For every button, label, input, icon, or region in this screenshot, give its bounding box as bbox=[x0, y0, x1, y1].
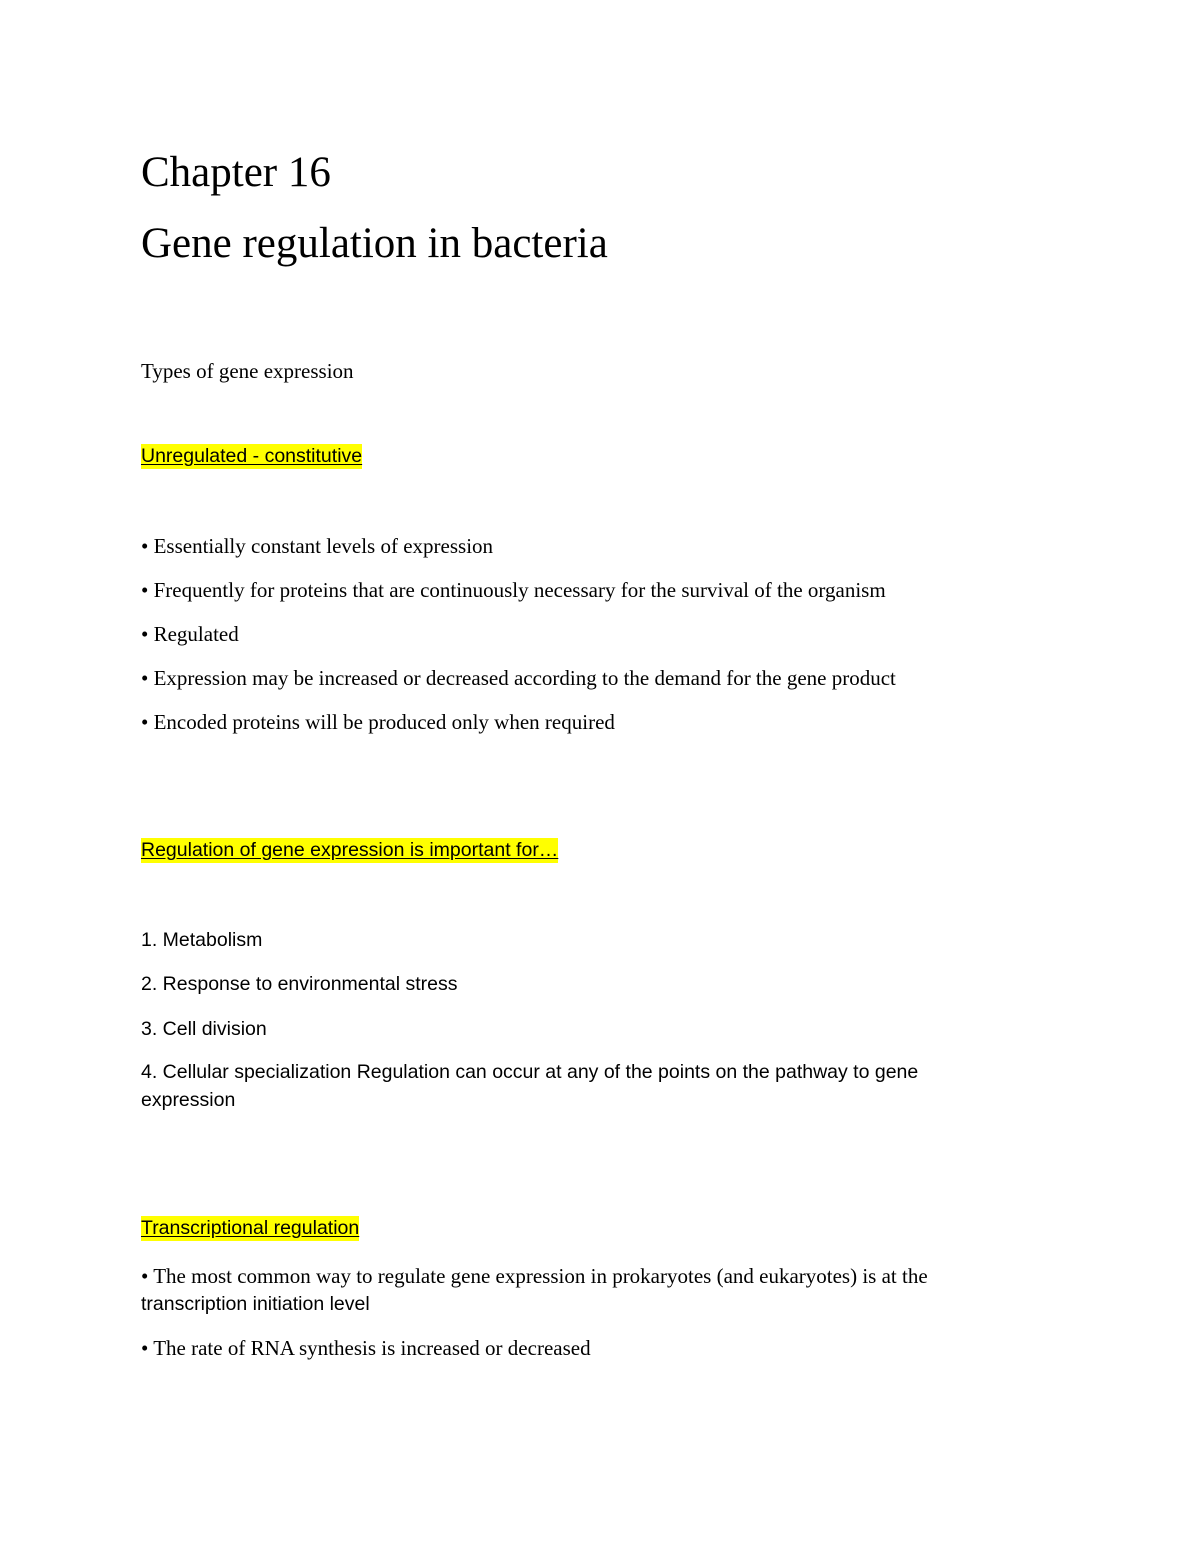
bullet-item: • Encoded proteins will be produced only when required bbox=[141, 710, 615, 734]
section-heading-transcriptional bbox=[141, 1217, 359, 1240]
section-heading-unregulated bbox=[141, 445, 362, 468]
bullet-item-continuation: transcription initiation level bbox=[141, 1293, 370, 1315]
bullet-item: • The most common way to regulate gene expression in prokaryotes (and eukaryotes) is at the bbox=[141, 1264, 928, 1288]
highlighted-heading: Transcriptional regulation bbox=[141, 1217, 360, 1239]
section-heading-importance bbox=[141, 839, 558, 862]
numbered-item-continuation: expression bbox=[141, 1089, 236, 1111]
types-heading: Types of gene expression bbox=[141, 359, 354, 383]
highlighted-heading: Unregulated - constitutive bbox=[141, 445, 363, 467]
numbered-item: 3. Cell division bbox=[141, 1018, 267, 1040]
numbered-item: 4. Cellular specialization Regulation can occur at any of the points on the pathway to gene bbox=[141, 1061, 919, 1083]
chapter-title: Gene regulation in bacteria bbox=[141, 220, 608, 267]
bullet-item: • Frequently for proteins that are continuously necessary for the survival of the organism bbox=[141, 578, 886, 602]
highlighted-heading: Regulation of gene expression is important for… bbox=[141, 839, 559, 861]
bullet-item: • Expression may be increased or decreased according to the demand for the gene product bbox=[141, 666, 896, 690]
bullet-item: • Essentially constant levels of expression bbox=[141, 534, 494, 558]
chapter-number: Chapter 16 bbox=[141, 149, 331, 196]
numbered-item: 2. Response to environmental stress bbox=[141, 973, 458, 995]
bullet-item: • The rate of RNA synthesis is increased or decreased bbox=[141, 1336, 591, 1360]
bullet-item: • Regulated bbox=[141, 622, 239, 646]
numbered-item: 1. Metabolism bbox=[141, 929, 263, 951]
